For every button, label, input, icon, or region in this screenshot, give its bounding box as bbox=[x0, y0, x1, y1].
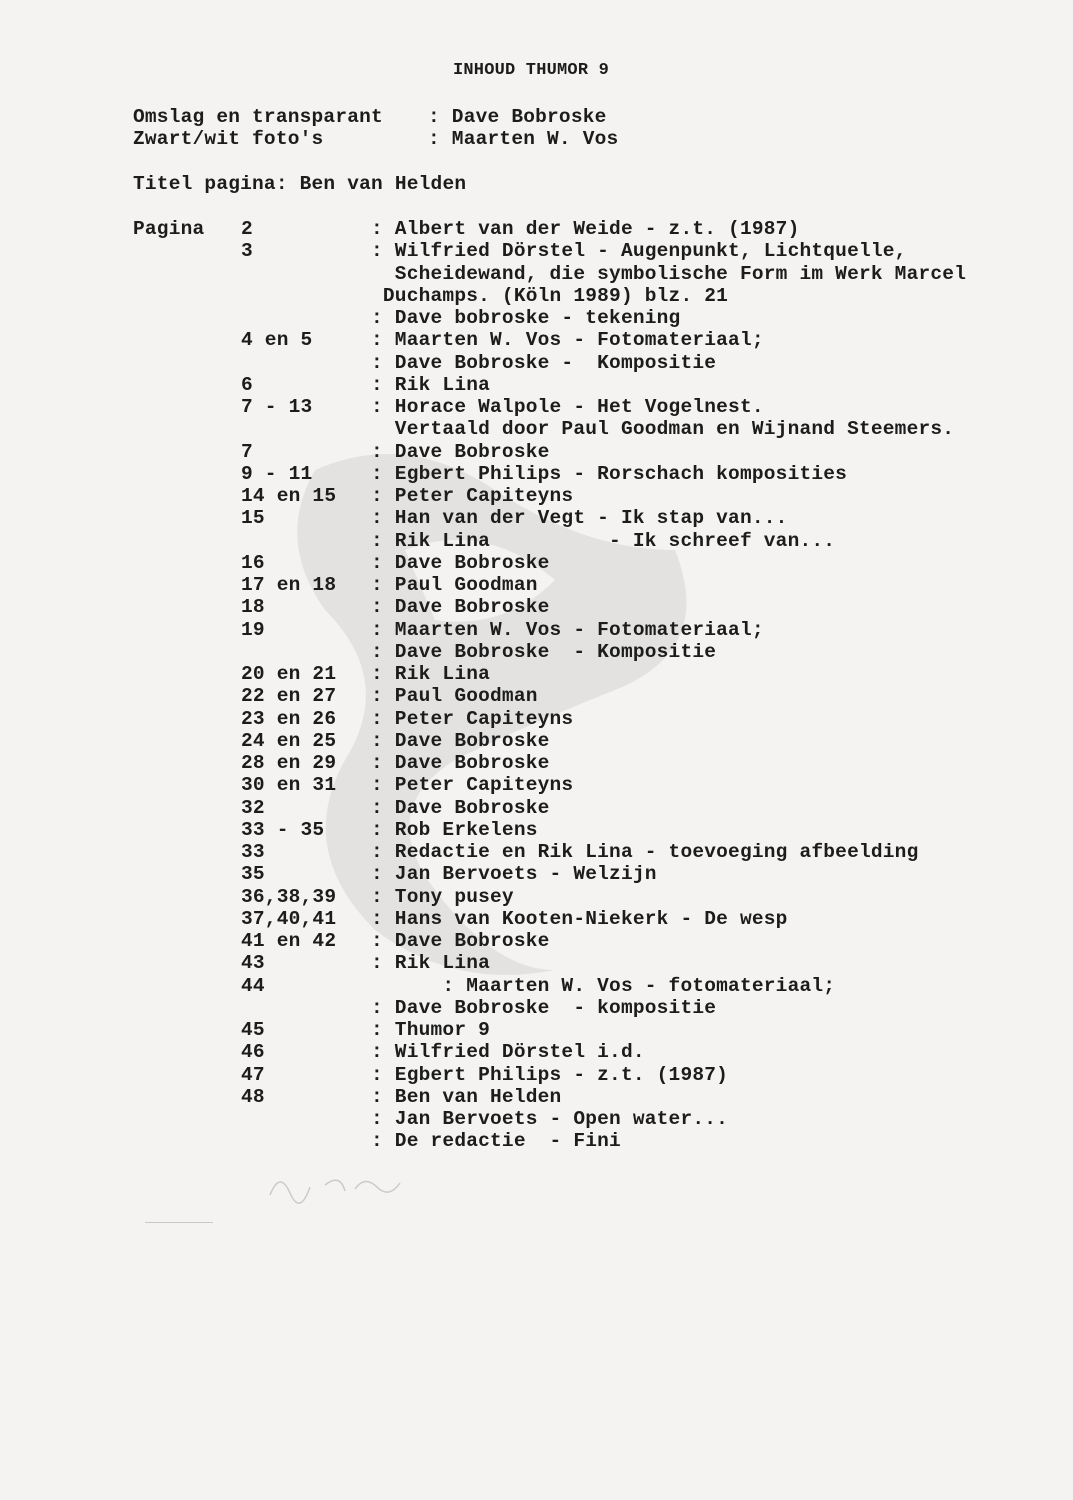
entry-page: 7 bbox=[241, 440, 253, 463]
entry-text: : Rik Lina bbox=[371, 952, 491, 975]
entry-page: 22 en 27 bbox=[241, 685, 337, 708]
entry-text: : Jan Bervoets - Open water... bbox=[371, 1108, 729, 1130]
entry-page: 24 en 25 bbox=[241, 729, 337, 752]
entry-page: 46 bbox=[241, 1041, 265, 1064]
entry-text: : Dave Bobroske bbox=[371, 930, 550, 952]
entry-text: : Rik Lina bbox=[371, 663, 491, 685]
entry-text: : Dave Bobroske bbox=[371, 752, 550, 774]
entry-text: : Redactie en Rik Lina - toevoeging afbeelding bbox=[371, 841, 919, 863]
entry-page: 14 en 15 bbox=[241, 485, 337, 507]
entry-page: 23 en 26 bbox=[241, 707, 337, 730]
entry-page: 37,40,41 bbox=[241, 907, 337, 930]
entry-text: : De redactie - Fini bbox=[371, 1130, 621, 1153]
entry-page: 41 en 42 bbox=[241, 930, 337, 952]
entry-page: 17 en 18 bbox=[241, 574, 337, 596]
entry-text: Vertaald door Paul Goodman en Wijnand Steemers. bbox=[371, 418, 955, 441]
entry-text: : Thumor 9 bbox=[371, 1019, 491, 1041]
entry-page: 35 bbox=[241, 863, 265, 886]
credit-value-fotos: : Maarten W. Vos bbox=[428, 128, 619, 150]
entry-page: 20 en 21 bbox=[241, 663, 337, 685]
entry-text: Duchamps. (Köln 1989) blz. 21 bbox=[371, 284, 729, 307]
pagina-label: Pagina bbox=[133, 218, 205, 240]
entry-text: : Peter Capiteyns bbox=[371, 774, 574, 797]
credit-label-omslag: Omslag en transparant bbox=[133, 106, 383, 128]
entry-page: 6 bbox=[241, 373, 253, 396]
entry-text: : Hans van Kooten-Niekerk - De wesp bbox=[371, 907, 788, 930]
signature-bleed-through bbox=[265, 1165, 405, 1205]
entry-text: : Dave Bobroske bbox=[371, 440, 550, 463]
entry-page: 16 bbox=[241, 551, 265, 574]
entry-page: 33 bbox=[241, 841, 265, 863]
credit-label-fotos: Zwart/wit foto's bbox=[133, 128, 324, 150]
entry-text: : Egbert Philips - z.t. (1987) bbox=[371, 1063, 729, 1086]
entry-text: : Tony pusey bbox=[371, 885, 514, 908]
entry-text: : Maarten W. Vos - Fotomateriaal; bbox=[371, 618, 764, 641]
entry-text: : Rob Erkelens bbox=[371, 818, 538, 841]
entry-text: : Dave Bobroske bbox=[371, 796, 550, 819]
entry-page: 43 bbox=[241, 952, 265, 975]
entry-page: 2 bbox=[241, 218, 253, 240]
entry-text: : Dave Bobroske - kompositie bbox=[371, 996, 717, 1019]
entry-text: Scheidewand, die symbolische Form im Werk Marcel bbox=[371, 262, 967, 285]
document-title: INHOUD THUMOR 9 bbox=[453, 61, 610, 80]
entry-page: 32 bbox=[241, 796, 265, 819]
entry-page: 33 - 35 bbox=[241, 818, 325, 841]
entry-page: 28 en 29 bbox=[241, 752, 337, 774]
entry-page: 18 bbox=[241, 596, 265, 619]
entry-page: 48 bbox=[241, 1085, 265, 1108]
entry-text: : Paul Goodman bbox=[371, 685, 538, 708]
title-page-credit: Titel pagina: Ben van Helden bbox=[133, 173, 467, 195]
margin-mark bbox=[145, 1222, 213, 1223]
credit-value-omslag: : Dave Bobroske bbox=[428, 106, 607, 128]
entry-page: 44 bbox=[241, 974, 265, 997]
entry-text: : Wilfried Dörstel i.d. bbox=[371, 1041, 645, 1064]
entry-page: 3 bbox=[241, 240, 253, 263]
entry-text: : Albert van der Weide - z.t. (1987) bbox=[371, 218, 800, 240]
entry-page: 36,38,39 bbox=[241, 885, 337, 908]
entry-text: : Wilfried Dörstel - Augenpunkt, Lichtquelle, bbox=[371, 240, 907, 263]
entry-text: : Horace Walpole - Het Vogelnest. bbox=[371, 396, 764, 418]
entry-text: : Egbert Philips - Rorschach komposities bbox=[371, 462, 848, 485]
entry-text: : Dave Bobroske - Kompositie bbox=[371, 640, 717, 663]
entry-text: : Dave Bobroske bbox=[371, 729, 550, 752]
entry-page: 45 bbox=[241, 1019, 265, 1041]
entry-text: : Dave Bobroske bbox=[371, 551, 550, 574]
entry-page: 15 bbox=[241, 507, 265, 530]
entry-text: : Dave Bobroske - Kompositie bbox=[371, 351, 717, 374]
entry-page: 30 en 31 bbox=[241, 774, 337, 797]
entry-text: : Dave bobroske - tekening bbox=[371, 307, 681, 329]
entry-text: : Jan Bervoets - Welzijn bbox=[371, 863, 657, 886]
entry-page: 9 - 11 bbox=[241, 462, 313, 485]
entry-text: : Dave Bobroske bbox=[371, 596, 550, 619]
entry-page: 19 bbox=[241, 618, 265, 641]
entry-page: 4 en 5 bbox=[241, 329, 313, 352]
entry-text: : Han van der Vegt - Ik stap van... bbox=[371, 507, 788, 530]
entry-text: : Paul Goodman bbox=[371, 574, 538, 596]
entry-text: : Ben van Helden bbox=[371, 1085, 562, 1108]
entry-text: : Maarten W. Vos - fotomateriaal; bbox=[371, 974, 836, 997]
entry-text: : Peter Capiteyns bbox=[371, 485, 574, 507]
entry-text: : Peter Capiteyns bbox=[371, 707, 574, 730]
entry-text: : Rik Lina - Ik schreef van... bbox=[371, 529, 836, 552]
entry-text: : Rik Lina bbox=[371, 373, 491, 396]
entry-text: : Maarten W. Vos - Fotomateriaal; bbox=[371, 329, 764, 352]
entry-page: 47 bbox=[241, 1063, 265, 1086]
entry-page: 7 - 13 bbox=[241, 396, 313, 418]
